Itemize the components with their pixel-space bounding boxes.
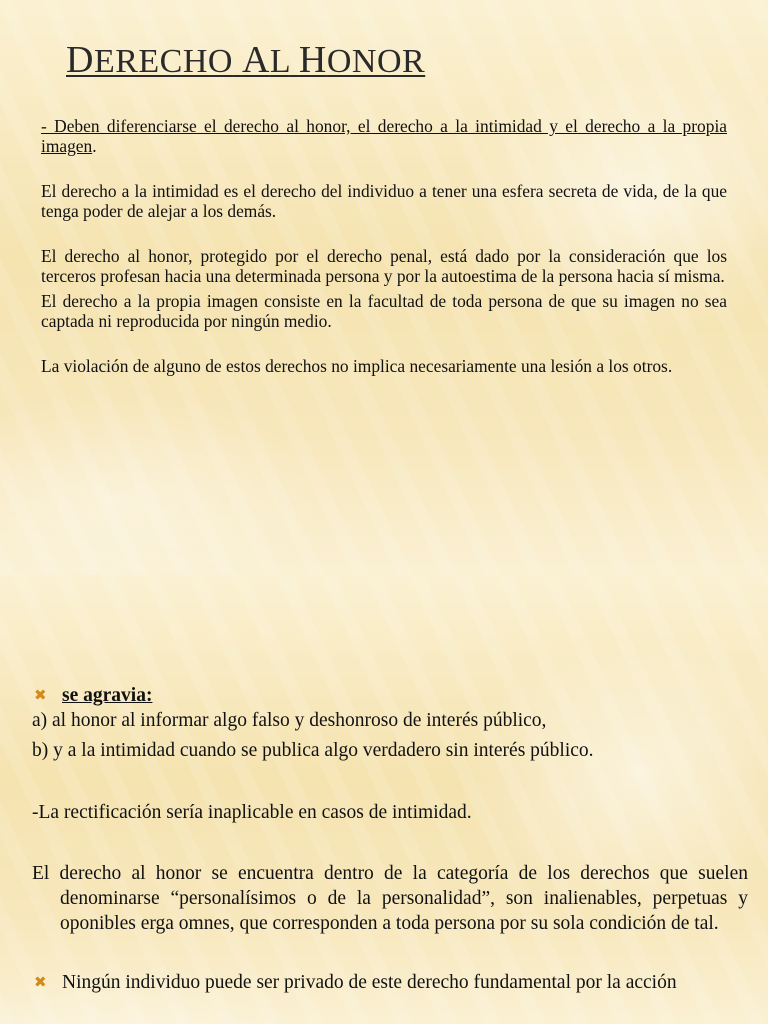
title-word: ERECHO [93,43,233,80]
period: . [92,136,97,156]
slide-2 [0,575,768,1024]
paragraph-diferenciar [41,116,727,156]
item-b: b) y a la intimidad cuando se publica algo verdadero sin interés público. [32,740,594,761]
bullet-text: Ningún individuo puede ser privado de este derecho fundamental por la acción [62,972,677,993]
paragraph-intimidad: El derecho a la intimidad es el derecho del individuo a tener una esfera secreta de vida, de la que tenga poder de alejar a los demás. [41,181,727,221]
paragraph-categoria: El derecho al honor se encuentra dentro de la categoría de los derechos que suelen denominarse “personalísimos o de la personalidad”, son inalienables, perpetuas y oponibles erga omnes, que corresponden a toda persona por su sola condición de tal. [32,863,748,934]
title-initial: H [298,39,327,81]
paragraph-honor: El derecho al honor, protegido por el derecho penal, está dado por la consideración que los terceros profesan hacia una determinada persona y por la autoestima de la persona hacia sí misma. [41,246,727,286]
title-word: L [269,43,290,80]
paragraph-imagen: El derecho a la propia imagen consiste en la facultad de toda persona de que su imagen no sea captada ni reproducida por ningún medio. [41,291,727,331]
item-a: a) al honor al informar algo falso y deshonroso de interés público, [32,710,547,731]
title-initial: A [241,39,270,81]
x-mark-icon: ✖ [34,686,47,704]
bullet-heading: se agravia: [62,685,153,706]
slide-2-body [32,683,748,995]
underlined-link-text[interactable]: - Deben diferenciarse el derecho al honor, el derecho a la intimidad y el derecho a la propia imagen [41,116,727,156]
title-word: ONOR [326,43,426,80]
bullet-ningun-individuo [32,970,748,995]
paragraph-rectificacion: -La rectificación sería inaplicable en casos de intimidad. [32,802,472,823]
title-initial: D [66,39,94,81]
slide-1-body [41,116,727,376]
bullet-se-agravia [32,683,748,708]
paragraph-violacion: La violación de alguno de estos derechos no implica necesariamente una lesión a los otros. [41,356,673,376]
slide-title [66,40,425,82]
x-mark-icon: ✖ [34,973,47,991]
